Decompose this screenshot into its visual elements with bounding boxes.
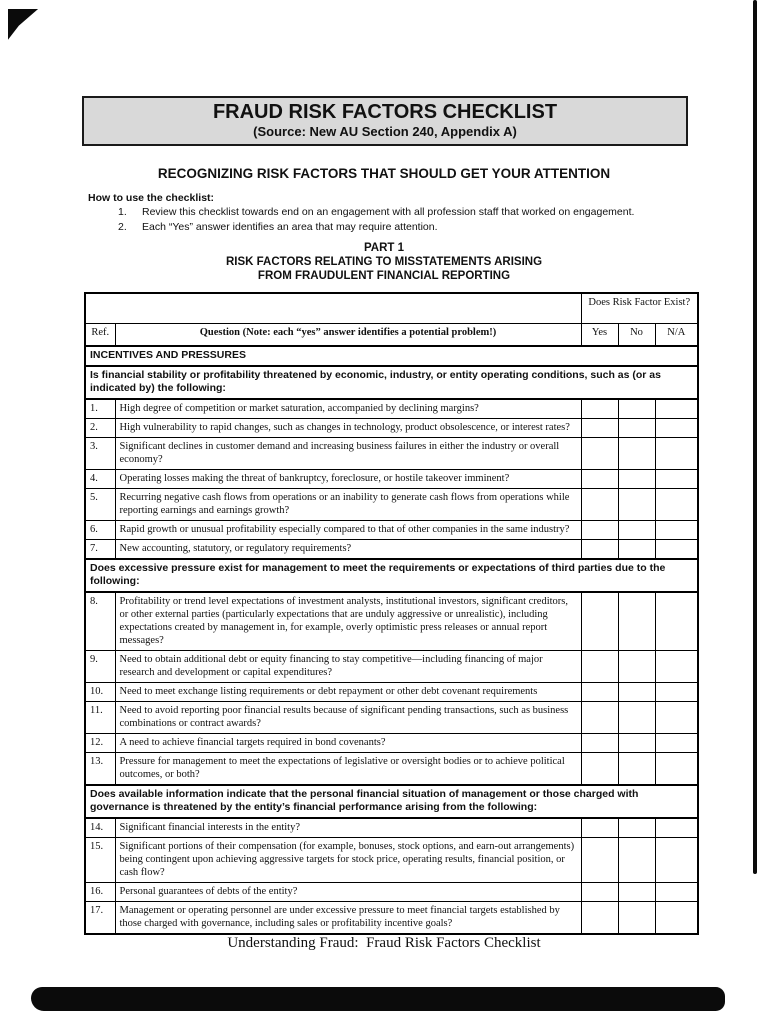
ref-number: 11. xyxy=(85,702,115,734)
yes-answer-cell xyxy=(581,489,618,521)
yes-answer-cell xyxy=(581,734,618,753)
ref-header-cell: Ref. xyxy=(85,324,115,347)
na-answer-cell xyxy=(655,470,698,489)
document-subtitle: (Source: New AU Section 240, Appendix A) xyxy=(253,124,517,139)
yes-answer-cell xyxy=(581,651,618,683)
table-header-row-2 xyxy=(85,324,698,347)
no-answer-cell xyxy=(618,838,655,883)
question-text: Rapid growth or unusual profitability especially compared to that of other companies in the same industry? xyxy=(115,521,581,540)
yes-answer-cell xyxy=(581,438,618,470)
question-text: Profitability or trend level expectations of investment analysts, institutional investors, significant creditors, or other external parties (particularly expectations that are unduly aggressive or unrealistic), including expectations created by management in, for example, overly optimistic press releases or annual report messages? xyxy=(115,592,581,651)
question-text: Personal guarantees of debts of the entity? xyxy=(115,883,581,902)
no-answer-cell xyxy=(618,521,655,540)
yes-answer-cell xyxy=(581,818,618,838)
question-row xyxy=(85,470,698,489)
yes-answer-cell xyxy=(581,902,618,935)
checklist-table xyxy=(84,292,699,935)
how-to-instructions xyxy=(88,191,688,235)
ref-number: 15. xyxy=(85,838,115,883)
question-row xyxy=(85,540,698,560)
na-answer-cell xyxy=(655,399,698,419)
ref-number: 2. xyxy=(85,419,115,438)
question-row xyxy=(85,818,698,838)
scan-mark-corner xyxy=(8,9,40,41)
yes-answer-cell xyxy=(581,702,618,734)
subsection-title: Is financial stability or profitability threatened by economic, industry, or entity operating conditions, such as (or as indicated by) the following: xyxy=(85,366,698,399)
ref-number: 10. xyxy=(85,683,115,702)
na-answer-cell xyxy=(655,734,698,753)
item-number: 2. xyxy=(118,221,127,233)
question-row xyxy=(85,438,698,470)
subsection-header-row xyxy=(85,559,698,592)
no-answer-cell xyxy=(618,651,655,683)
item-text: Each “Yes” answer identifies an area that may require attention. xyxy=(142,221,438,233)
question-text: Significant portions of their compensation (for example, bonuses, stock options, and earn-out arrangements) being contingent upon achieving aggressive targets for stock price, operating results, financial position, or cash flow? xyxy=(115,838,581,883)
na-answer-cell xyxy=(655,902,698,935)
question-row xyxy=(85,702,698,734)
na-answer-cell xyxy=(655,438,698,470)
document-title: FRAUD RISK FACTORS CHECKLIST xyxy=(212,101,558,123)
question-row xyxy=(85,399,698,419)
yes-answer-cell xyxy=(581,683,618,702)
ref-number: 17. xyxy=(85,902,115,935)
no-answer-cell xyxy=(618,399,655,419)
section-title: INCENTIVES AND PRESSURES xyxy=(85,346,698,366)
na-answer-cell xyxy=(655,818,698,838)
question-text: High degree of competition or market saturation, accompanied by declining margins? xyxy=(115,399,581,419)
no-answer-cell xyxy=(618,818,655,838)
na-answer-cell xyxy=(655,753,698,786)
question-row xyxy=(85,838,698,883)
question-row xyxy=(85,651,698,683)
yes-answer-cell xyxy=(581,753,618,786)
no-answer-cell xyxy=(618,540,655,560)
question-row xyxy=(85,734,698,753)
na-answer-cell xyxy=(655,521,698,540)
subsection-header-row xyxy=(85,366,698,399)
na-answer-cell xyxy=(655,702,698,734)
no-answer-cell xyxy=(618,902,655,935)
yes-answer-cell xyxy=(581,419,618,438)
question-text: Significant declines in customer demand and increasing business failures in either the industry or overall economy? xyxy=(115,438,581,470)
na-answer-cell xyxy=(655,592,698,651)
how-to-label: How to use the checklist: xyxy=(88,192,215,204)
question-text: Management or operating personnel are under excessive pressure to meet financial targets established by those charged with governance, including sales or profitability incentive goals? xyxy=(115,902,581,935)
header-blank-cell xyxy=(85,293,581,324)
na-answer-cell xyxy=(655,683,698,702)
question-text: High vulnerability to rapid changes, such as changes in technology, product obsolescence, or interest rates? xyxy=(115,419,581,438)
how-to-item xyxy=(88,220,688,235)
na-answer-cell xyxy=(655,489,698,521)
no-answer-cell xyxy=(618,438,655,470)
page-footer: Understanding Fraud: Fraud Risk Factors Checklist xyxy=(227,935,541,951)
no-answer-cell xyxy=(618,470,655,489)
part1-heading xyxy=(84,241,684,283)
question-row xyxy=(85,521,698,540)
ref-number: 5. xyxy=(85,489,115,521)
attention-heading: RECOGNIZING RISK FACTORS THAT SHOULD GET YOUR ATTENTION xyxy=(157,166,611,181)
na-answer-cell xyxy=(655,883,698,902)
question-text: Need to meet exchange listing requirements or debt repayment or other debt covenant requirements xyxy=(115,683,581,702)
scan-mark-bottom-bar xyxy=(31,987,725,1011)
no-answer-cell xyxy=(618,753,655,786)
ref-number: 4. xyxy=(85,470,115,489)
no-header-cell: No xyxy=(618,324,655,347)
ref-number: 6. xyxy=(85,521,115,540)
ref-number: 12. xyxy=(85,734,115,753)
question-text: Significant financial interests in the entity? xyxy=(115,818,581,838)
no-answer-cell xyxy=(618,883,655,902)
scan-mark-right-edge xyxy=(753,0,757,874)
na-header-cell: N/A xyxy=(655,324,698,347)
title-banner xyxy=(82,96,688,146)
yes-header-cell: Yes xyxy=(581,324,618,347)
question-row xyxy=(85,419,698,438)
yes-answer-cell xyxy=(581,521,618,540)
question-text: Need to obtain additional debt or equity financing to stay competitive—including financing of major research and development or capital expenditures? xyxy=(115,651,581,683)
checklist-table-body xyxy=(85,346,698,934)
na-answer-cell xyxy=(655,651,698,683)
ref-number: 3. xyxy=(85,438,115,470)
how-to-item xyxy=(88,205,688,220)
table-header-row-1 xyxy=(85,293,698,324)
question-text: Pressure for management to meet the expectations of legislative or oversight bodies or to achieve political outcomes, or both? xyxy=(115,753,581,786)
ref-number: 1. xyxy=(85,399,115,419)
question-row xyxy=(85,883,698,902)
na-answer-cell xyxy=(655,540,698,560)
ref-number: 7. xyxy=(85,540,115,560)
part1-line: FROM FRAUDULENT FINANCIAL REPORTING xyxy=(257,270,511,282)
ref-number: 9. xyxy=(85,651,115,683)
question-row xyxy=(85,753,698,786)
subsection-title: Does excessive pressure exist for management to meet the requirements or expectations of third parties due to the following: xyxy=(85,559,698,592)
subsection-header-row xyxy=(85,785,698,818)
part1-line: RISK FACTORS RELATING TO MISSTATEMENTS ARISING xyxy=(225,256,543,268)
part1-line: PART 1 xyxy=(363,242,405,254)
no-answer-cell xyxy=(618,489,655,521)
yes-answer-cell xyxy=(581,470,618,489)
item-text: Review this checklist towards end on an engagement with all profession staff that worked on engagement. xyxy=(142,206,635,218)
no-answer-cell xyxy=(618,419,655,438)
question-row xyxy=(85,489,698,521)
subsection-title: Does available information indicate that the personal financial situation of management or those charged with governance is threatened by the entity’s financial performance arising from the following: xyxy=(85,785,698,818)
question-text: Recurring negative cash flows from operations or an inability to generate cash flows from operations while reporting earnings and earnings growth? xyxy=(115,489,581,521)
no-answer-cell xyxy=(618,734,655,753)
ref-number: 16. xyxy=(85,883,115,902)
yes-answer-cell xyxy=(581,883,618,902)
yes-answer-cell xyxy=(581,592,618,651)
question-row xyxy=(85,902,698,935)
item-number: 1. xyxy=(118,206,127,218)
exist-header-cell: Does Risk Factor Exist? xyxy=(581,293,698,324)
yes-answer-cell xyxy=(581,399,618,419)
question-text: Operating losses making the threat of bankruptcy, foreclosure, or hostile takeover imminent? xyxy=(115,470,581,489)
na-answer-cell xyxy=(655,419,698,438)
question-text: Need to avoid reporting poor financial results because of significant pending transactions, such as business combinations or contract awards? xyxy=(115,702,581,734)
question-row xyxy=(85,592,698,651)
question-text: New accounting, statutory, or regulatory requirements? xyxy=(115,540,581,560)
question-row xyxy=(85,683,698,702)
na-answer-cell xyxy=(655,838,698,883)
question-header-cell: Question (Note: each “yes” answer identifies a potential problem!) xyxy=(115,324,581,347)
question-text: A need to achieve financial targets required in bond covenants? xyxy=(115,734,581,753)
no-answer-cell xyxy=(618,702,655,734)
ref-number: 13. xyxy=(85,753,115,786)
yes-answer-cell xyxy=(581,838,618,883)
no-answer-cell xyxy=(618,683,655,702)
ref-number: 8. xyxy=(85,592,115,651)
section-header-row xyxy=(85,346,698,366)
yes-answer-cell xyxy=(581,540,618,560)
ref-number: 14. xyxy=(85,818,115,838)
no-answer-cell xyxy=(618,592,655,651)
